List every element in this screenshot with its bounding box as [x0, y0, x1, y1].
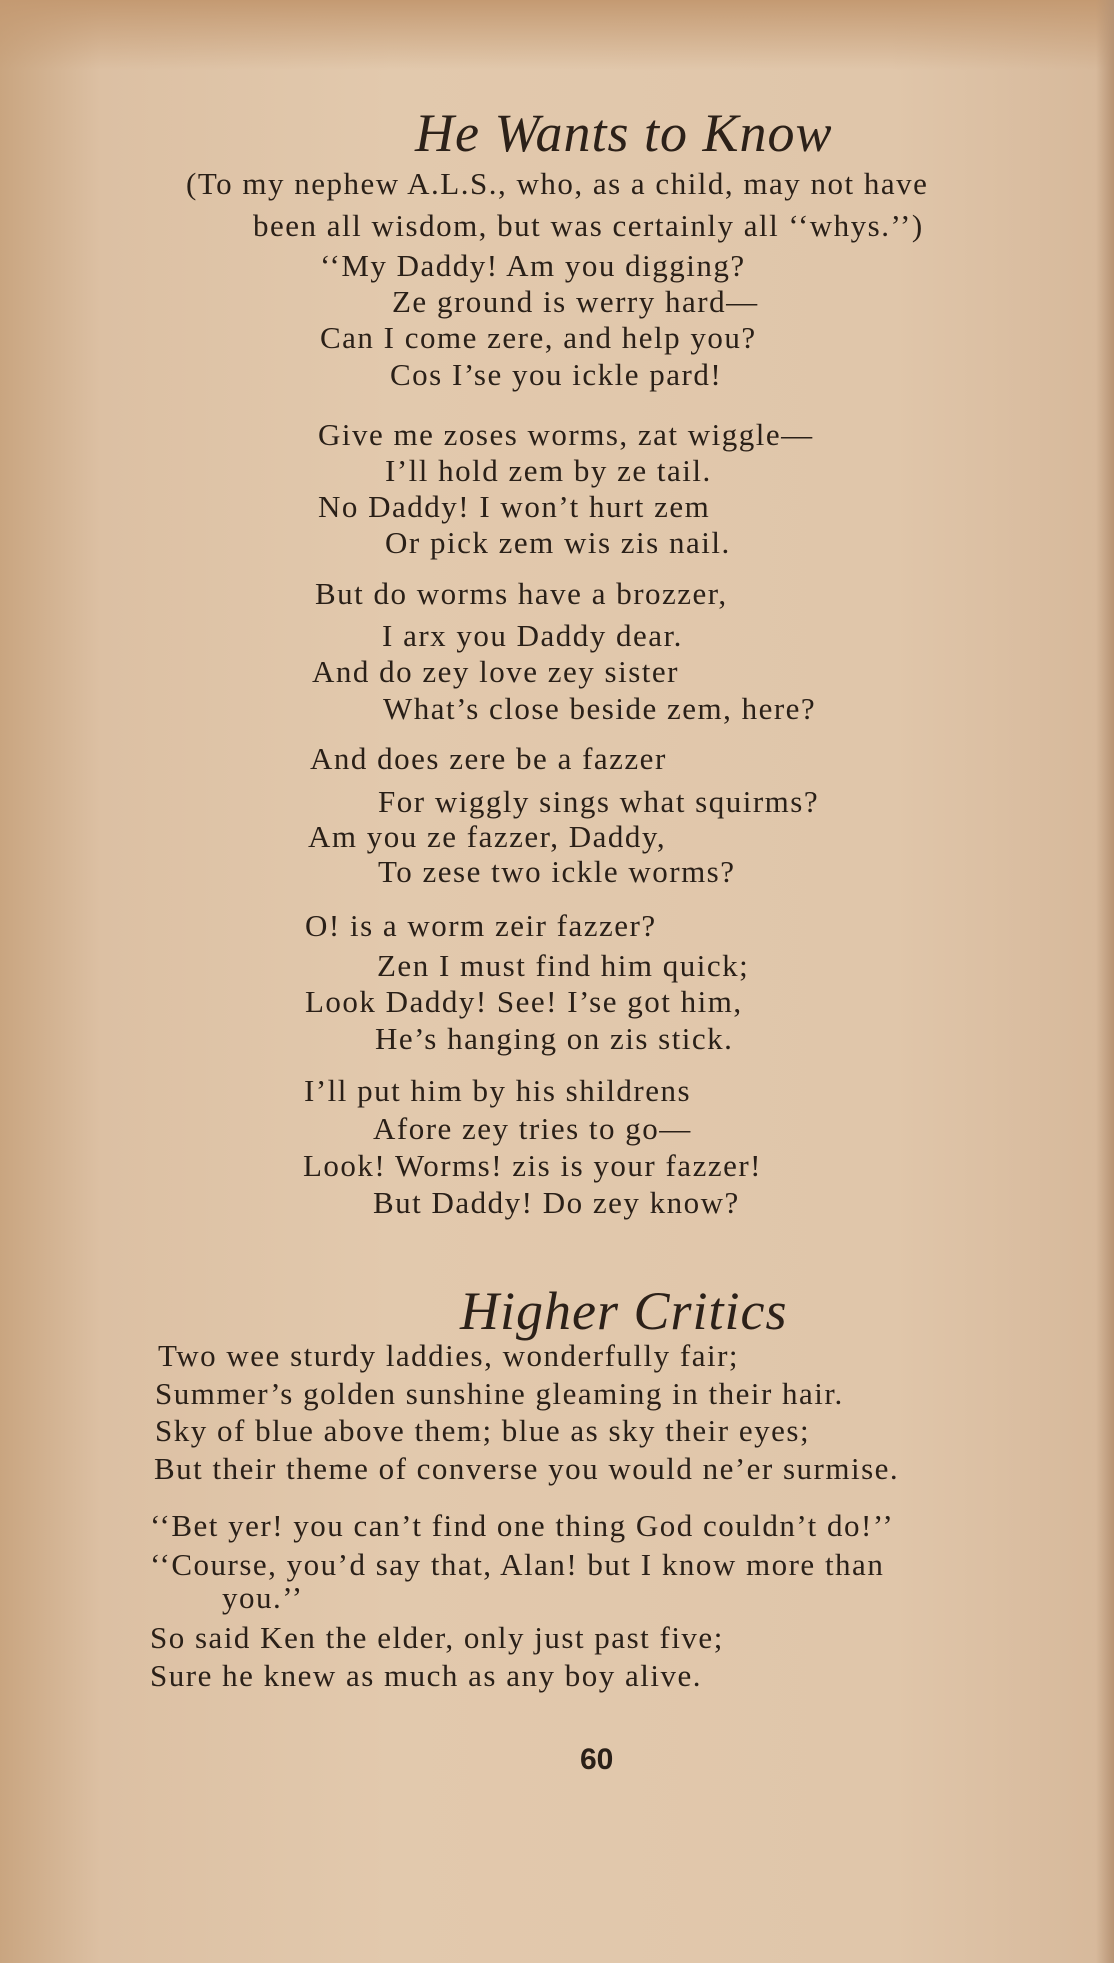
verse-line: And does zere be a fazzer [310, 741, 667, 776]
dedication-line: (To my nephew A.L.S., who, as a child, may not have [186, 166, 929, 201]
verse-line: I’ll put him by his shildrens [304, 1073, 692, 1108]
verse-line: He’s hanging on zis stick. [375, 1021, 734, 1056]
verse-line: Give me zoses worms, zat wiggle— [318, 417, 814, 452]
verse-line: Or pick zem wis zis nail. [385, 525, 731, 560]
verse-line: ‘‘My Daddy! Am you digging? [320, 248, 746, 283]
verse-line: Zen I must find him quick; [377, 948, 750, 983]
page-number: 60 [580, 1743, 614, 1776]
verse-line: Cos I’se you ickle pard! [390, 357, 723, 392]
verse-line: And do zey love zey sister [312, 654, 679, 689]
verse-line: Look! Worms! zis is your fazzer! [303, 1148, 762, 1183]
verse-line: Look Daddy! See! I’se got him, [305, 984, 743, 1019]
verse-line: No Daddy! I won’t hurt zem [318, 489, 711, 524]
page-right-edge [1096, 0, 1114, 1963]
verse-line: To zese two ickle worms? [378, 854, 736, 889]
verse-line: But their theme of converse you would ne’er surmise. [154, 1451, 900, 1486]
verse-line: So said Ken the elder, only just past five; [150, 1620, 724, 1655]
verse-line: What’s close beside zem, here? [383, 691, 817, 726]
verse-line: Am you ze fazzer, Daddy, [308, 819, 667, 854]
verse-line: Sure he knew as much as any boy alive. [150, 1658, 703, 1693]
verse-line: Afore zey tries to go— [373, 1111, 692, 1146]
verse-line: Sky of blue above them; blue as sky their eyes; [155, 1413, 811, 1448]
poem-title-he-wants-to-know: He Wants to Know [415, 103, 833, 163]
verse-line: But do worms have a brozzer, [315, 576, 728, 611]
verse-line: O! is a worm zeir fazzer? [305, 908, 657, 943]
verse-line: ‘‘Course, you’d say that, Alan! but I know more than [150, 1547, 885, 1582]
verse-line: Summer’s golden sunshine gleaming in their hair. [155, 1376, 844, 1411]
dedication-line: been all wisdom, but was certainly all ‘‘whys.’’) [253, 208, 924, 243]
verse-line: I arx you Daddy dear. [382, 618, 683, 653]
verse-line: Can I come zere, and help you? [320, 320, 757, 355]
verse-line: Ze ground is werry hard— [392, 284, 759, 319]
verse-line: you.’’ [222, 1580, 304, 1615]
verse-line: For wiggly sings what squirms? [378, 784, 820, 819]
page-top-shadow [0, 0, 1114, 70]
verse-line: But Daddy! Do zey know? [373, 1185, 740, 1220]
verse-line: ‘‘Bet yer! you can’t find one thing God couldn’t do!’’ [150, 1508, 895, 1543]
verse-line: Two wee sturdy laddies, wonderfully fair; [158, 1338, 740, 1373]
poem-title-higher-critics: Higher Critics [460, 1281, 788, 1341]
verse-line: I’ll hold zem by ze tail. [385, 453, 712, 488]
